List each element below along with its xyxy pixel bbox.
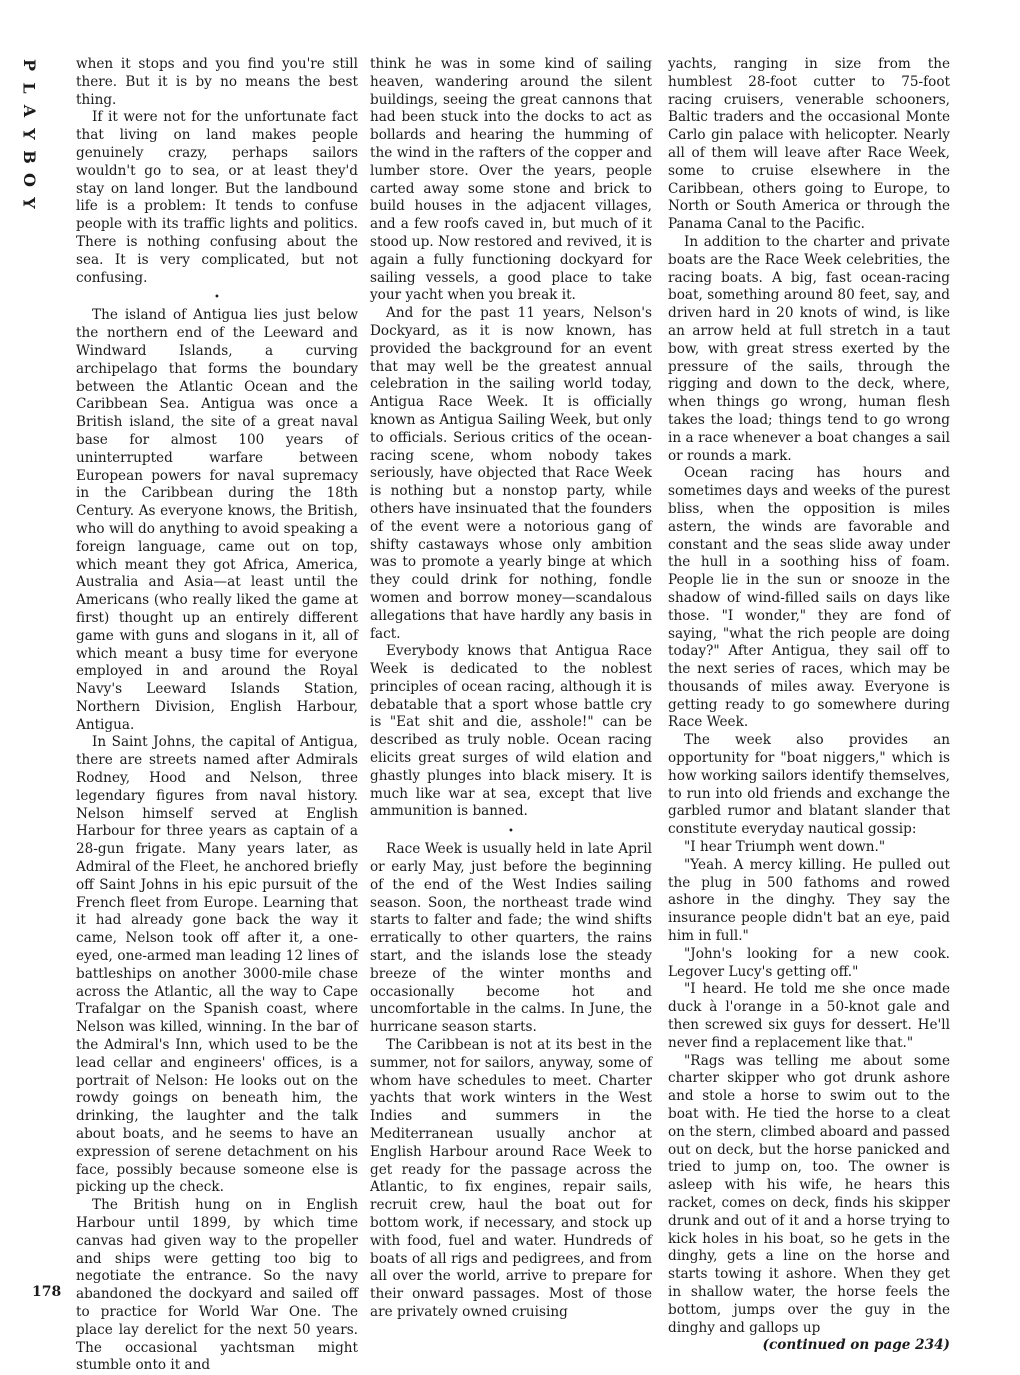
paragraph: If it were not for the unfortunate fact that living on land makes people genuinely crazy, perhaps sailors wouldn't go to sea, or at least they'd stay on land longer. But the landbound life is a problem: It tends to confuse people with its traffic lights and politics. There is nothing confusing about the sea. It is very complicated, but not confusing. [76, 109, 358, 286]
paragraph: yachts, ranging in size from the humblest 28-foot cutter to 75-foot racing cruisers, venerable schooners, Baltic traders and the occasional Monte Carlo gin palace with helicopter. Nearly all of them will leave after Race Week, some to cruise elsewhere in the Caribbean, others going to Europe, to North or South America or through the Panama Canal to the Pacific. [668, 56, 950, 233]
paragraph: think he was in some kind of sailing heaven, wandering around the silent buildings, seeing the great cannons that had been stuck into the docks to act as bollards and hearing the humming of the wind in the rafters of the copper and lumber store. Over the years, people carted away some stone and brick to build houses in the adjacent villages, and a few roofs caved in, but much of it stood up. Now restored and revived, it is again a fully functioning dockyard for sailing vessels, a good place to take your yacht when you break it. [370, 56, 652, 304]
masthead-letter: B [19, 150, 39, 164]
section-break-bullet: • [214, 292, 220, 304]
paragraph: "I heard. He told me she once made duck à l'orange in a 50-knot gale and then screwed six guys for dessert. He'll never find a replacement like that." [668, 981, 950, 1051]
masthead-letter: O [19, 173, 39, 187]
continued-on-note: (continued on page 234) [762, 1337, 950, 1354]
paragraph: "Rags was telling me about some charter skipper who got drunk ashore and stole a horse to swim out to the boat with. He tied the horse to a cleat on the stern, climbed aboard and passed out on deck, but the horse panicked and tried to jump on, too. The owner is asleep with his wife, he hears this racket, comes on deck, finds his skipper drunk and out of it and a horse trying to kick holes in his boat, so he gets in the dinghy, gets a line on the horse and starts towing it ashore. When they get in shallow water, the horse feels the bottom, jumps over the guy in the dinghy and gallops up [668, 1052, 950, 1336]
article-column-2 [370, 56, 652, 1322]
masthead-letter: A [19, 104, 39, 118]
paragraph: The island of Antigua lies just below the northern end of the Leeward and Windward Islands, a curving archipelago that forms the boundary between the Atlantic Ocean and the Caribbean Sea. Antigua was once a British island, the site of a great naval base for almost 100 years of uninterrupted warfare between European powers for naval supremacy in the Caribbean during the 18th Century. As everyone knows, the British, who will do anything to avoid speaking a foreign language, came out on top, which meant they got Africa, America, Australia and Asia—at least until the Americans (who really liked the game at first) thought up an entirely different game with guns and slogans in it, all of which meant a busy time for everyone employed in and around the Royal Navy's Leeward Islands Station, Northern Division, English Harbour, Antigua. [76, 307, 358, 733]
paragraph: The Caribbean is not at its best in the summer, not for sailors, anyway, some of whom have schedules to meet. Charter yachts that work winters in the West Indies and summers in the Mediterranean usually anchor at English Harbour around Race Week to get ready for the passage across the Atlantic, to fix engines, repair sails, recruit crew, haul the boat out for bottom work, if necessary, and stock up with food, fuel and water. Hundreds of boats of all rigs and pedigrees, and from all over the world, arrive to prepare for their onward passages. Most of those are privately owned cruising [370, 1037, 652, 1320]
article-column-1 [76, 56, 358, 1375]
paragraph: And for the past 11 years, Nelson's Dockyard, as it is now known, has provided the background for an event that may well be the greatest annual celebration in the sailing world today, Antigua Race Week. It is officially known as Antigua Sailing Week, but only to officials. Serious critics of the ocean-racing scene, whom nobody takes seriously, have objected that Race Week is nothing but a nonstop party, while others have insinuated that the founders of the event were a notorious gang of shifty castaways whose only ambition was to promote a yearly binge at which they could drink for nothing, fondle women and borrow money—scandalous allegations that have hardly any basis in fact. [370, 305, 652, 642]
masthead-letter: Y [19, 197, 39, 209]
masthead-letter: Y [19, 128, 39, 140]
masthead-letter: L [19, 82, 39, 94]
masthead-playboy [19, 56, 39, 212]
paragraph: Race Week is usually held in late April or early May, just before the beginning of the end of the West Indies sailing season. Soon, the northeast trade wind starts to falter and fade; the wind shifts erratically to other quarters, the rains start, and the islands lose the steady breeze of the winter months and occasionally become hot and uncomfortable in the calms. In June, the hurricane season starts. [370, 841, 652, 1036]
paragraph: "John's looking for a new cook. Legover Lucy's getting off." [668, 945, 950, 980]
paragraph: Ocean racing has hours and sometimes days and weeks of the purest bliss, when the opposition is miles astern, the winds are favorable and constant and the seas slide away under the hull in a soothing hiss of foam. People lie in the sun or snooze in the shadow of wind-filled sails on days like those. "I wonder," they are fond of saying, "what the rich people are doing today?" After Antigua, they sail off to the next series of races, which may be thousands of miles away. Everyone is getting ready to go somewhere during Race Week. [668, 465, 950, 731]
paragraph: The British hung on in English Harbour until 1899, by which time canvas had given way to the propeller and ships were getting too big to negotiate the entrance. So the navy abandoned the dockyard and sailed off to practice for World War One. The place lay derelict for the next 50 years. The occasional yachtsman might stumble onto it and [76, 1197, 358, 1374]
page-number: 178 [32, 1284, 62, 1300]
section-break-bullet: • [508, 826, 514, 838]
paragraph: "I hear Triumph went down." [684, 839, 886, 856]
paragraph: In addition to the charter and private boats are the Race Week celebrities, the racing boats. A big, fast ocean-racing boat, something around 80 feet, say, and driven hard in 20 knots of wind, is like an arrow held at full stretch in a taut bow, with great stress exerted by the pressure of the sails, through the rigging and down to the deck, where, when things go wrong, human flesh takes the load; things tend to go wrong in a race whenever a boat changes a sail or rounds a mark. [668, 233, 950, 464]
masthead-letter: P [19, 58, 39, 72]
paragraph: The week also provides an opportunity for "boat niggers," which is how working sailors identify themselves, to run into old friends and exchange the garbled rumor and blatant slander that constitute everyday nautical gossip: [668, 732, 950, 838]
paragraph: when it stops and you find you're still there. But it is by no means the best thing. [76, 56, 358, 108]
paragraph: Everybody knows that Antigua Race Week is dedicated to the noblest principles of ocean racing, although it is debatable that a sport whose battle cry is "Eat shit and die, asshole!" can be described as truly noble. Ocean racing elicits great surges of wild elation and ghastly plunges into black misery. It is much like war at sea, except that live ammunition is banned. [370, 643, 652, 820]
paragraph: "Yeah. A mercy killing. He pulled out the plug in 500 fathoms and rowed ashore in the dinghy. They say the insurance people didn't bat an eye, paid him in full." [668, 856, 950, 945]
paragraph: In Saint Johns, the capital of Antigua, there are streets named after Admirals Rodney, Hood and Nelson, three legendary figures from naval history. Nelson himself served at English Harbour for three years as captain of a 28-gun frigate. Many years later, as Admiral of the Fleet, he anchored briefly off Saint Johns in his epic pursuit of the French fleet from Europe. Learning that it had already gone back the way it came, Nelson took off after it, a one-eyed, one-armed man leading 12 lines of battleships on another 3000-mile chase across the Atlantic, all the way to Cape Trafalgar on the Spanish coast, where Nelson was killed, winning. In the bar of the Admiral's Inn, which used to be the lead cellar and engineers' offices, is a portrait of Nelson: He looks out on the rowdy goings on beneath him, the drinking, the laughter and the talk about boats, and he seems to have an expression of serene detachment on his face, possibly because someone else is picking up the check. [76, 734, 358, 1196]
article-column-3 [668, 56, 950, 1355]
